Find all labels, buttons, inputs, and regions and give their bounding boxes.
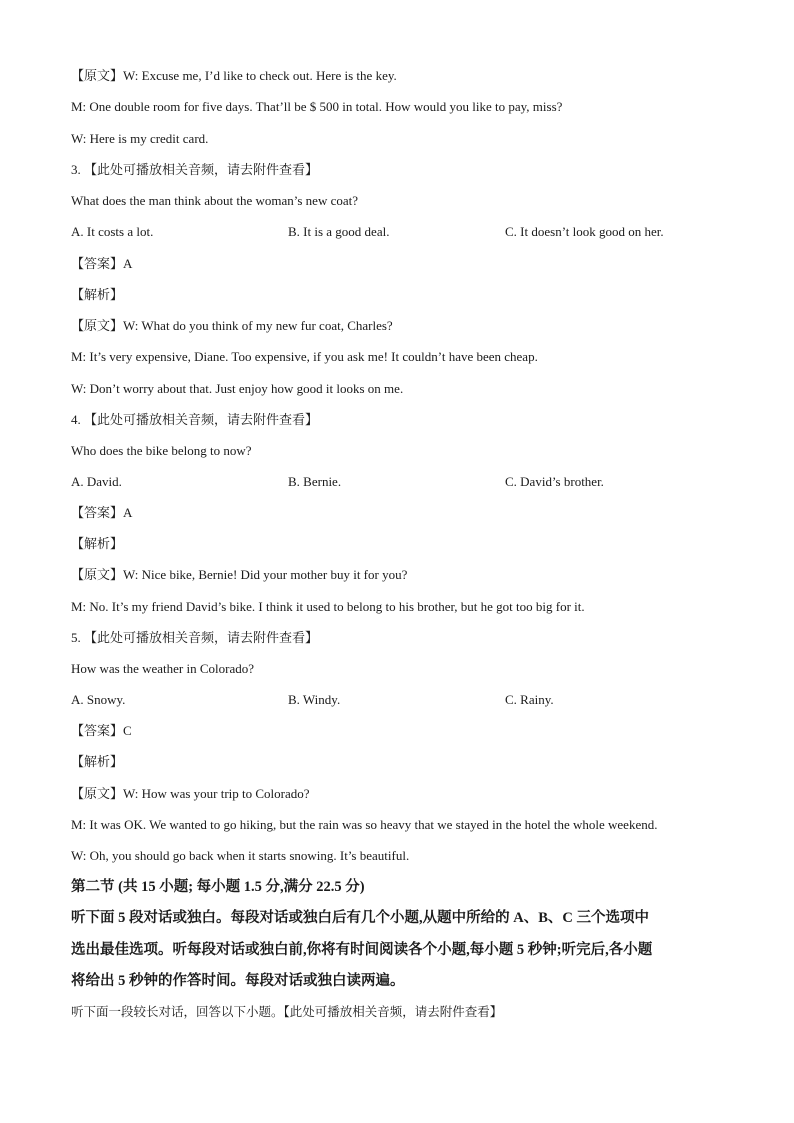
question-3-answer: 【答案】A xyxy=(71,256,133,271)
transcript-line: M: It’s very expensive, Diane. Too expensive, if you ask me! It couldn’t have been cheap. xyxy=(71,349,538,364)
transcript-line: W: Don’t worry about that. Just enjoy how good it looks on me. xyxy=(71,381,404,396)
transcript-line: W: Here is my credit card. xyxy=(71,131,209,146)
question-3-audio-header[interactable]: 3. 【此处可播放相关音频，请去附件查看】 xyxy=(71,162,319,177)
question-5-audio-header[interactable]: 5. 【此处可播放相关音频，请去附件查看】 xyxy=(71,630,319,645)
transcript-line: M: It was OK. We wanted to go hiking, but the rain was so heavy that we stayed in the hotel the whole weekend. xyxy=(71,817,658,832)
question-5-option-c: C. Rainy. xyxy=(505,692,554,707)
question-3-text: What does the man think about the woman’s new coat? xyxy=(71,193,359,208)
question-5-option-b: B. Windy. xyxy=(288,692,341,707)
question-3-option-a: A. It costs a lot. xyxy=(71,224,154,239)
question-3-analysis-label: 【解析】 xyxy=(71,287,124,302)
transcript-line: M: No. It’s my friend David’s bike. I think it used to belong to his brother, but he got too big for it. xyxy=(71,599,585,614)
question-5-answer: 【答案】C xyxy=(71,723,132,738)
question-4-audio-header[interactable]: 4. 【此处可播放相关音频，请去附件查看】 xyxy=(71,412,319,427)
transcript-line: 【原文】W: Nice bike, Bernie! Did your mother buy it for you? xyxy=(71,567,408,582)
question-4-analysis-label: 【解析】 xyxy=(71,536,124,551)
question-5-text: How was the weather in Colorado? xyxy=(71,661,255,676)
question-3-option-c: C. It doesn’t look good on her. xyxy=(505,224,664,239)
section-2-instructions: 听下面 5 段对话或独白。每段对话或独白后有几个小题,从题中所给的 A、B、C 三个选项中 xyxy=(71,910,649,926)
section-2-audio-note[interactable]: 听下面一段较长对话，回答以下小题。【此处可播放相关音频，请去附件查看】 xyxy=(71,1004,503,1019)
question-5-option-a: A. Snowy. xyxy=(71,692,126,707)
section-2-instructions: 将给出 5 秒钟的作答时间。每段对话或独白读两遍。 xyxy=(71,973,405,989)
question-4-option-b: B. Bernie. xyxy=(288,474,342,489)
transcript-line: W: Oh, you should go back when it starts snowing. It’s beautiful. xyxy=(71,848,410,863)
transcript-line: 【原文】W: How was your trip to Colorado? xyxy=(71,786,310,801)
transcript-line: 【原文】W: Excuse me, I’d like to check out. Here is the key. xyxy=(71,68,397,83)
section-2-instructions: 选出最佳选项。听每段对话或独白前,你将有时间阅读各个小题,每小题 5 秒钟;听完后,各小题 xyxy=(71,942,653,958)
transcript-line: 【原文】W: What do you think of my new fur coat, Charles? xyxy=(71,318,393,333)
section-2-title: 第二节 (共 15 小题; 每小题 1.5 分,满分 22.5 分) xyxy=(71,879,365,895)
question-4-option-c: C. David’s brother. xyxy=(505,474,604,489)
question-4-text: Who does the bike belong to now? xyxy=(71,443,252,458)
question-4-answer: 【答案】A xyxy=(71,505,133,520)
transcript-line: M: One double room for five days. That’ll be $ 500 in total. How would you like to pay, miss? xyxy=(71,99,563,114)
question-3-option-b: B. It is a good deal. xyxy=(288,224,390,239)
question-4-option-a: A. David. xyxy=(71,474,122,489)
question-5-analysis-label: 【解析】 xyxy=(71,754,124,769)
